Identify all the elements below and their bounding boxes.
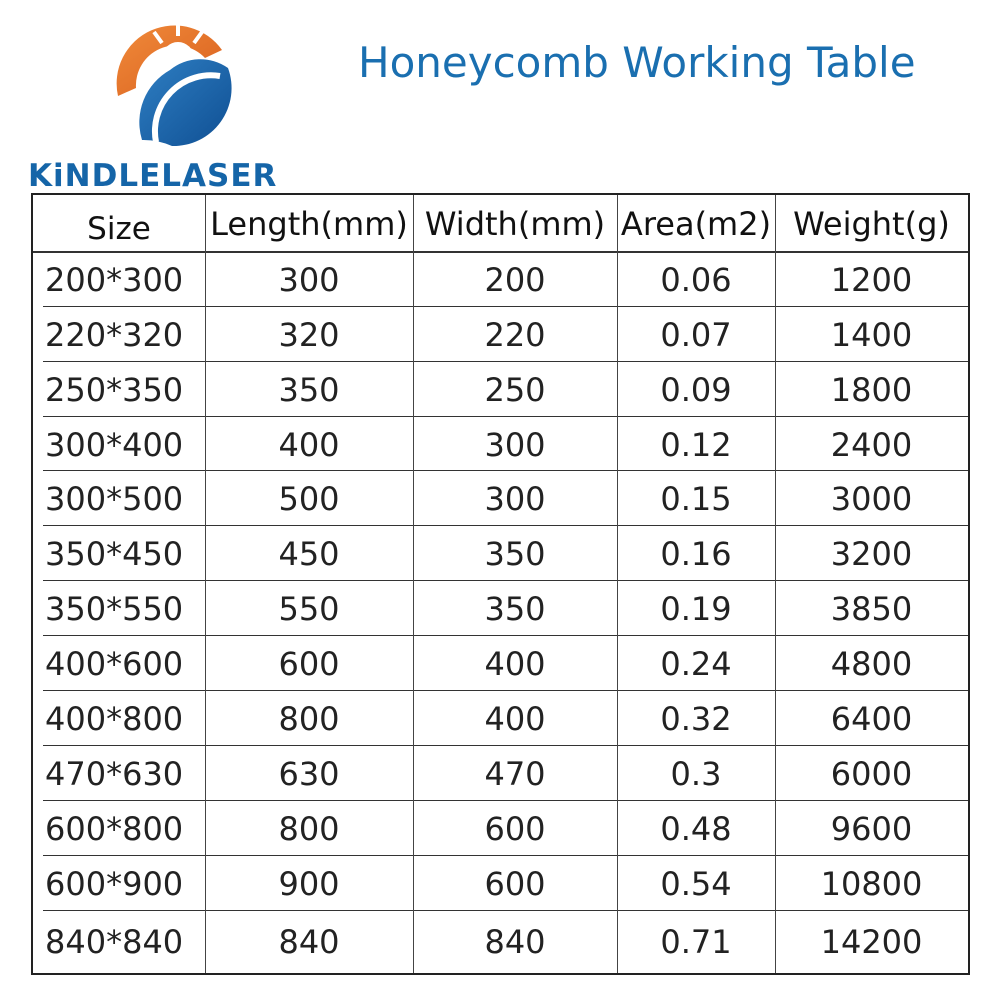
table-row	[33, 307, 968, 362]
table-row	[33, 911, 968, 973]
cell-length: 550	[278, 589, 340, 628]
table-row	[33, 746, 968, 801]
cell-width: 350	[484, 589, 546, 628]
cell-area: 0.32	[660, 699, 732, 738]
cell-area: 0.06	[660, 260, 732, 299]
cell-length: 630	[278, 754, 340, 793]
header-width: Width(mm)	[424, 204, 606, 243]
header-length: Length(mm)	[210, 204, 408, 243]
cell-area: 0.09	[660, 370, 732, 409]
table-row	[33, 526, 968, 581]
table-row	[33, 856, 968, 911]
cell-width: 220	[484, 315, 546, 354]
cell-width: 350	[484, 534, 546, 573]
header-size: Size	[87, 210, 151, 247]
table-row	[33, 252, 968, 307]
table-row	[33, 691, 968, 746]
cell-length: 900	[278, 864, 340, 903]
cell-area: 0.15	[660, 479, 732, 518]
brand-name: KiNDLELASER	[28, 158, 278, 194]
table-row	[33, 362, 968, 417]
cell-width: 200	[484, 260, 546, 299]
cell-width: 300	[484, 425, 546, 464]
cell-size: 400*800	[45, 699, 184, 738]
table-row	[33, 581, 968, 636]
cell-size: 250*350	[45, 370, 184, 409]
logo-emblem-icon	[110, 18, 240, 148]
cell-weight: 2400	[830, 425, 913, 464]
header-area: Area(m2)	[620, 204, 772, 243]
cell-size: 600*800	[45, 809, 184, 848]
cell-length: 300	[278, 260, 340, 299]
cell-size: 220*320	[45, 315, 184, 354]
cell-width: 300	[484, 479, 546, 518]
cell-area: 0.48	[660, 809, 732, 848]
cell-weight: 4800	[830, 644, 913, 683]
cell-size: 300*400	[45, 425, 184, 464]
cell-weight: 6000	[830, 754, 913, 793]
cell-weight: 3000	[830, 479, 913, 518]
cell-length: 600	[278, 644, 340, 683]
header-weight: Weight(g)	[793, 204, 950, 243]
cell-weight: 1200	[830, 260, 913, 299]
cell-width: 600	[484, 809, 546, 848]
cell-size: 350*550	[45, 589, 184, 628]
cell-width: 250	[484, 370, 546, 409]
cell-area: 0.16	[660, 534, 732, 573]
cell-area: 0.12	[660, 425, 732, 464]
cell-width: 840	[484, 923, 546, 961]
cell-length: 350	[278, 370, 340, 409]
cell-width: 600	[484, 864, 546, 903]
cell-size: 300*500	[45, 479, 184, 518]
cell-length: 800	[278, 699, 340, 738]
cell-weight: 10800	[820, 864, 923, 903]
cell-size: 400*600	[45, 644, 184, 683]
cell-weight: 3850	[830, 589, 913, 628]
cell-length: 840	[278, 923, 340, 961]
spec-table	[31, 193, 970, 975]
cell-width: 470	[484, 754, 546, 793]
cell-length: 320	[278, 315, 340, 354]
cell-size: 840*840	[45, 923, 184, 961]
cell-length: 400	[278, 425, 340, 464]
cell-weight: 1800	[830, 370, 913, 409]
table-header-row	[33, 195, 968, 252]
cell-width: 400	[484, 644, 546, 683]
cell-area: 0.71	[660, 923, 732, 961]
page-title: Honeycomb Working Table	[358, 38, 916, 87]
cell-length: 500	[278, 479, 340, 518]
cell-length: 450	[278, 534, 340, 573]
cell-length: 800	[278, 809, 340, 848]
table-row	[33, 471, 968, 526]
cell-area: 0.19	[660, 589, 732, 628]
cell-size: 350*450	[45, 534, 184, 573]
cell-size: 200*300	[45, 260, 184, 299]
table-row	[33, 801, 968, 856]
cell-size: 470*630	[45, 754, 184, 793]
table-row	[33, 417, 968, 472]
cell-area: 0.07	[660, 315, 732, 354]
cell-weight: 1400	[830, 315, 913, 354]
cell-area: 0.24	[660, 644, 732, 683]
cell-weight: 9600	[830, 809, 913, 848]
kindlelaser-logo	[28, 18, 318, 194]
cell-area: 0.3	[670, 754, 722, 793]
cell-weight: 3200	[830, 534, 913, 573]
cell-size: 600*900	[45, 864, 184, 903]
cell-area: 0.54	[660, 864, 732, 903]
cell-weight: 6400	[830, 699, 913, 738]
cell-width: 400	[484, 699, 546, 738]
table-row	[33, 636, 968, 691]
cell-weight: 14200	[820, 923, 923, 961]
